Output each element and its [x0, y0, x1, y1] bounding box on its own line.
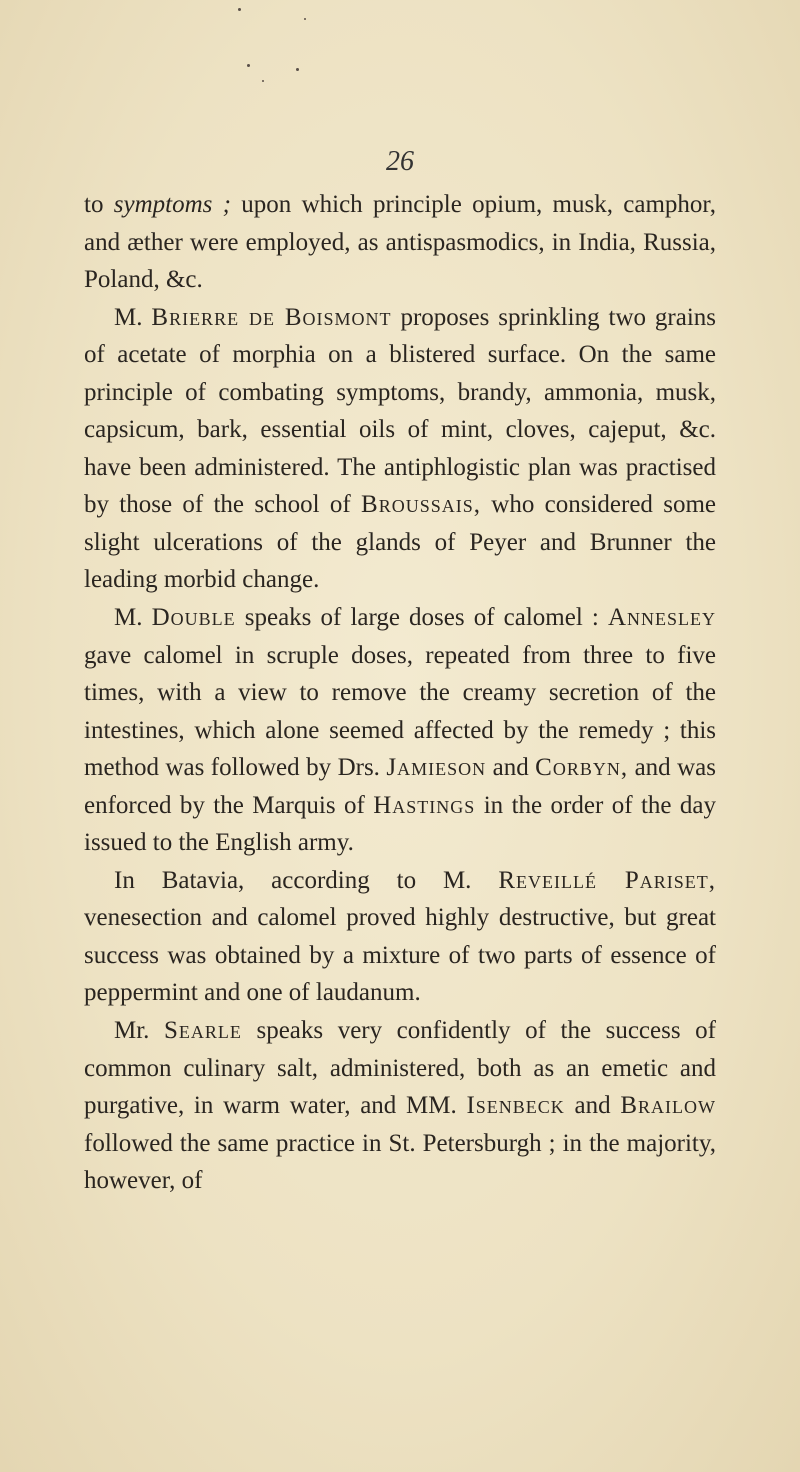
text-run: speaks of large doses of calomel :: [235, 604, 608, 632]
name-small-caps: Hastings: [373, 791, 476, 819]
paragraph: [84, 862, 716, 1012]
text-run: venesection and calomel proved highly destructive, but great success was obtained by a mixture of two parts of essence of peppermint and one of laudanum.: [84, 904, 716, 1007]
text-run: proposes sprinkling two grains of acetate of morphia on a blistered surface. On the same principle of combating symptoms, brandy, ammonia, musk, capsicum, bark, essential oils of mint, cloves, cajeput, &c. have been administered. The antiphlogistic plan was practised by those of the school of: [84, 303, 717, 519]
paragraph: [84, 1012, 716, 1200]
name-small-caps: Brailow: [620, 1092, 716, 1120]
text-run: In Batavia, according to M.: [114, 866, 499, 894]
text-run: to: [84, 191, 114, 218]
text-run: speaks very confidently of the success of common culinary salt, administered, both as an emetic and purgative, in warm water, and MM.: [84, 1017, 716, 1120]
name-small-caps: Corbyn,: [535, 754, 629, 782]
page-number: 26: [386, 146, 414, 177]
name-small-caps: Searle: [164, 1017, 242, 1045]
ink-speck: [304, 18, 306, 20]
text-run: followed the same practice in St. Petersburgh ; in the majority, however, of: [84, 1129, 716, 1195]
text-run: M.: [114, 604, 152, 632]
name-small-caps: Reveillé Pariset,: [498, 866, 716, 894]
text-run: gave calomel in scruple doses, repeated from three to five times, with a view to remove the creamy secretion of the intestines, which alone seemed affected by the remedy ; this method was followed by Drs.: [84, 641, 716, 782]
name-small-caps: Double: [151, 604, 236, 632]
italic-text: symptoms ;: [113, 191, 231, 218]
paragraph: [84, 599, 716, 862]
text-run: M.: [114, 303, 152, 331]
ink-speck: [238, 8, 241, 11]
text-run: in the order of the day issued to the English army.: [84, 791, 717, 857]
ink-speck: [296, 68, 299, 71]
name-small-caps: Brierre de Boismont: [151, 303, 392, 331]
text-run: who considered some slight ulcerations of the glands of Peyer and Brunner the leading morbid change.: [84, 491, 716, 594]
name-small-caps: Jamieson: [386, 754, 487, 782]
text-run: and was enforced by the Marquis of: [84, 754, 717, 819]
name-small-caps: Broussais,: [361, 491, 481, 519]
name-small-caps: Annesley: [607, 604, 716, 632]
body-text: [84, 186, 716, 1200]
text-run: and: [486, 754, 536, 782]
text-run: Mr.: [114, 1017, 164, 1045]
paragraph: [84, 299, 716, 599]
ink-speck: [247, 64, 250, 67]
text-run: and: [564, 1092, 621, 1120]
text-run: upon which principle opium, musk, camphor, and æther were employed, as antispasmodics, in India, Russia, Poland, &c.: [84, 191, 716, 294]
name-small-caps: Isenbeck: [466, 1092, 565, 1120]
paragraph: [84, 186, 716, 299]
ink-speck: [262, 80, 264, 82]
